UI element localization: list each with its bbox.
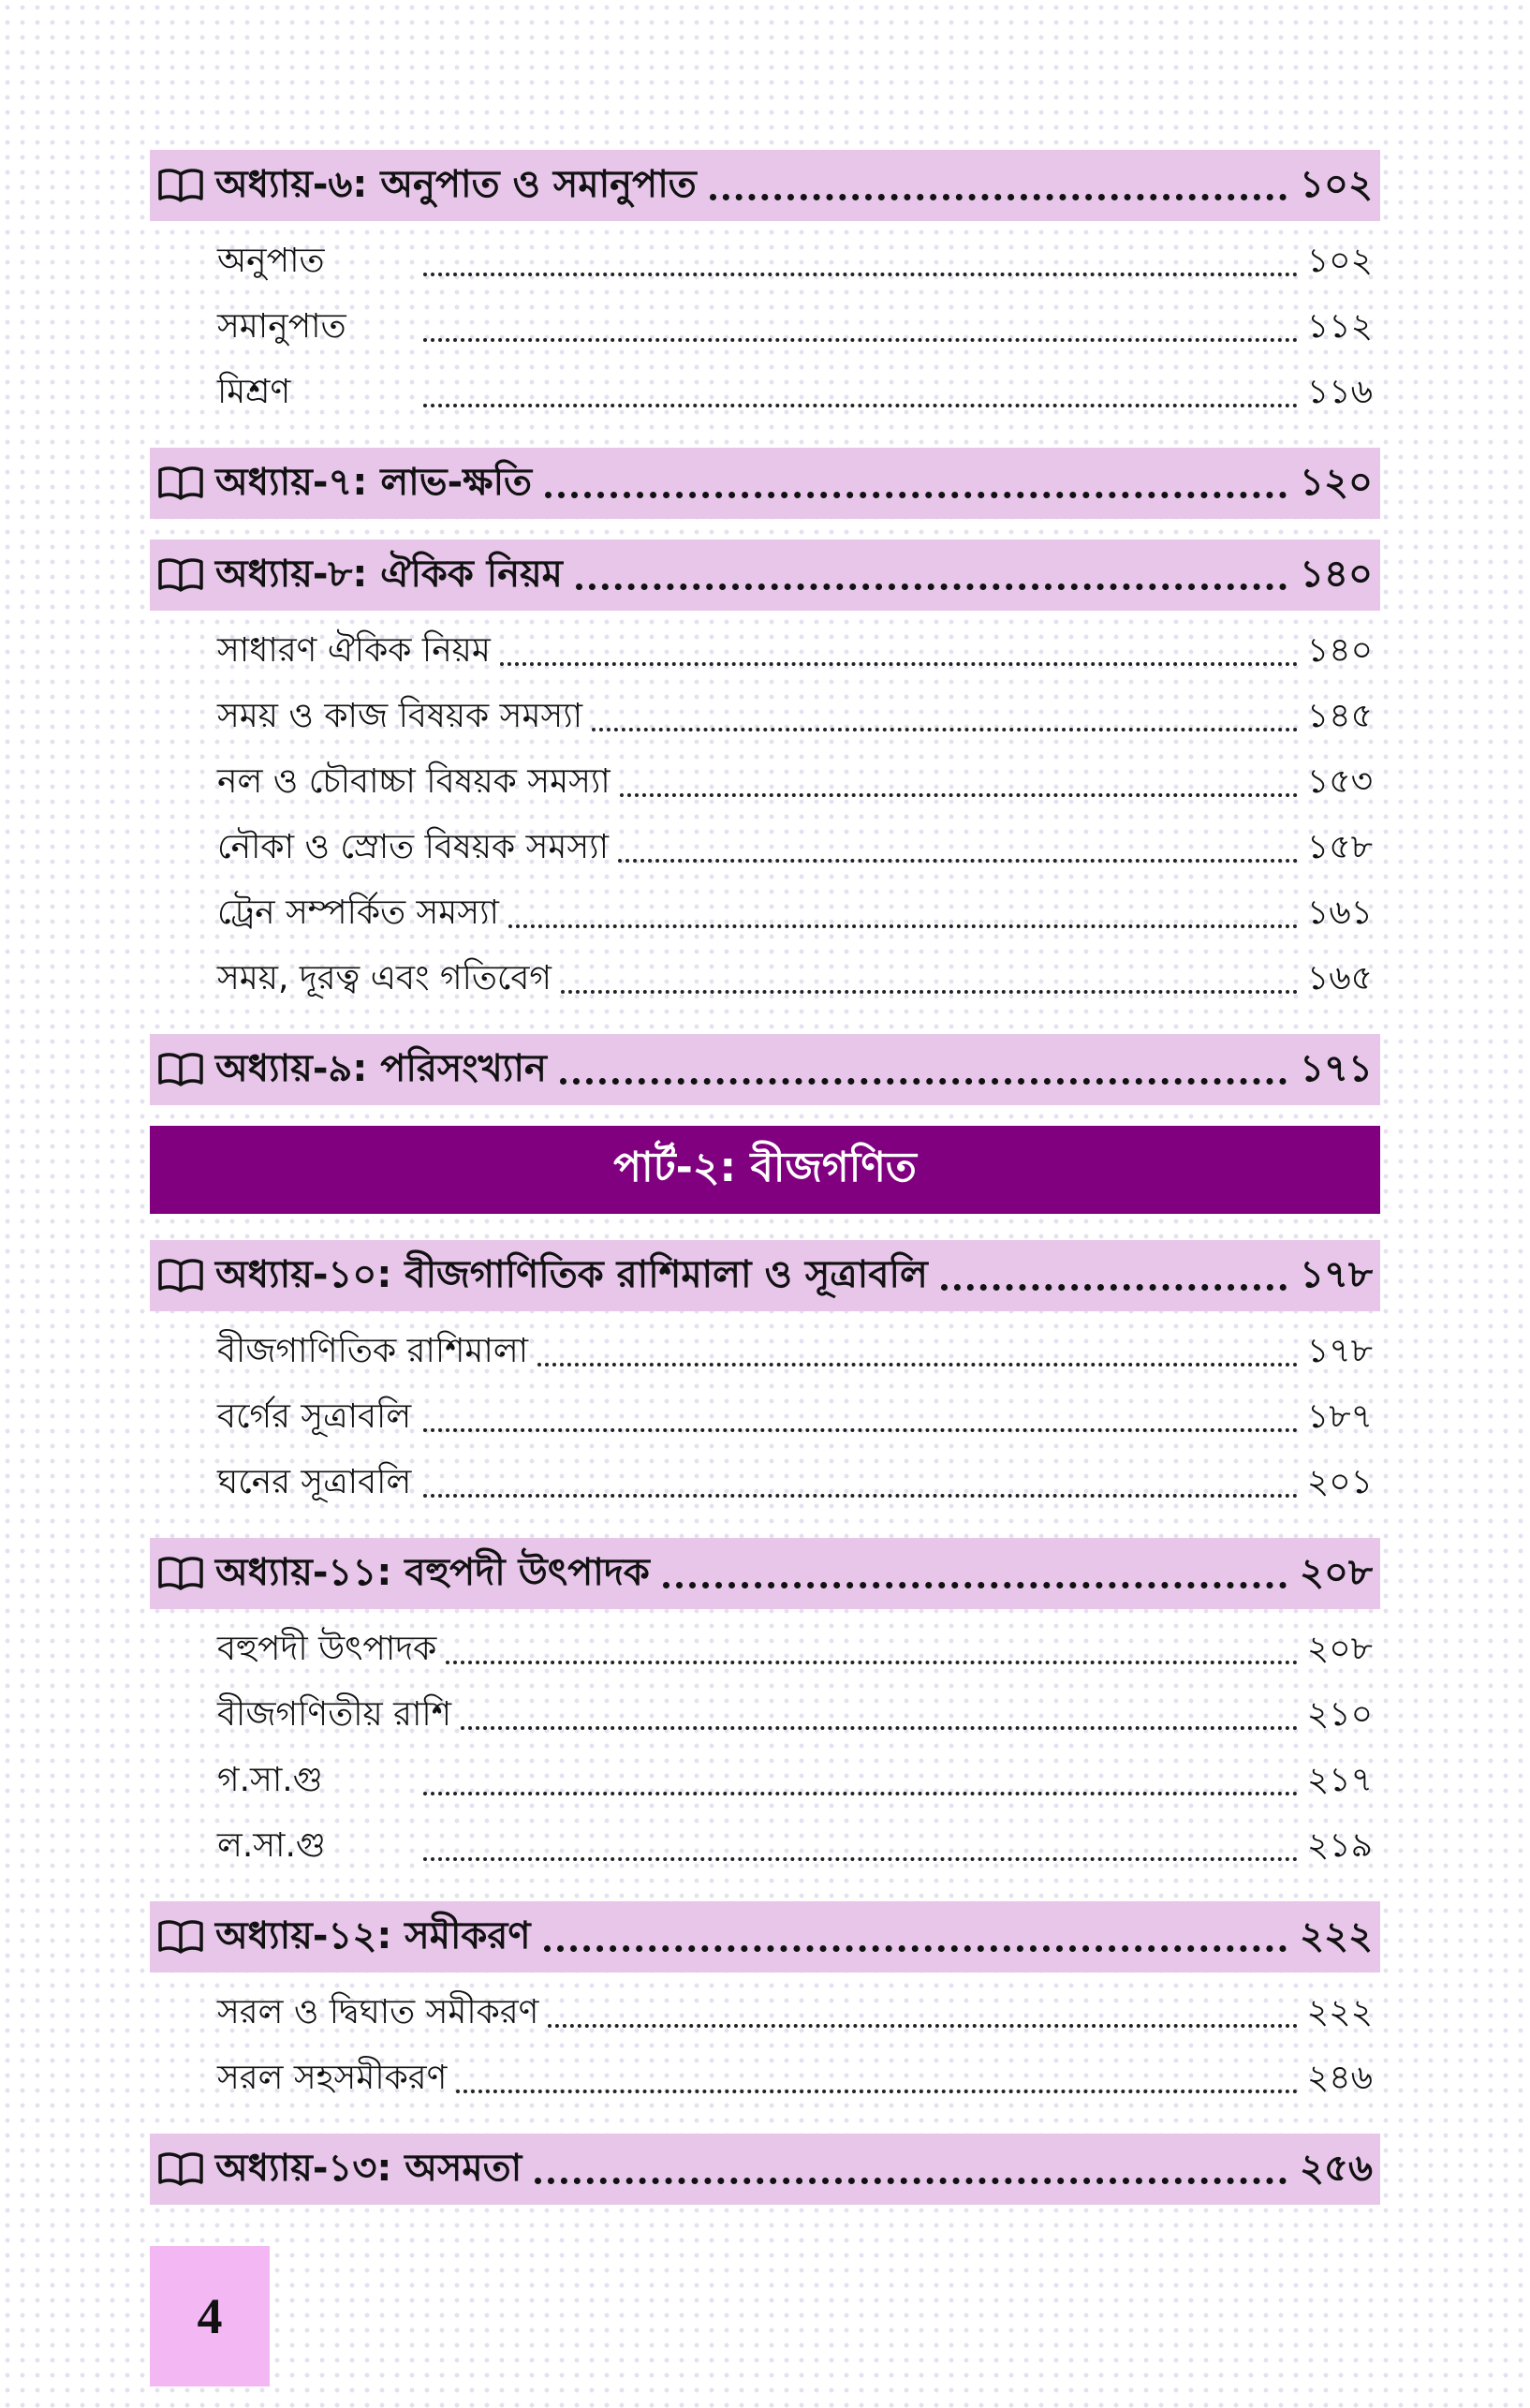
chapter-group xyxy=(150,2134,1380,2205)
chapter-title: অধ্যায়-১০: বীজগাণিতিক রাশিমালা ও সূত্রাবলি xyxy=(215,1252,928,1296)
chapter-page: ১২০ xyxy=(1300,460,1373,504)
chapter-title: অধ্যায়-৭: লাভ-ক্ষতি xyxy=(215,460,533,504)
topic-title: সমানুপাত xyxy=(217,307,346,346)
topic-title: গ.সা.গু xyxy=(217,1761,323,1799)
topic-page: ২১৭ xyxy=(1306,1761,1373,1799)
open-book-icon xyxy=(157,1051,204,1088)
dot-leader xyxy=(663,1582,1287,1588)
chapter-heading xyxy=(150,1240,1380,1311)
chapter-group xyxy=(150,1034,1380,1105)
toc-topic xyxy=(150,1982,1380,2047)
chapter-page: ১০২ xyxy=(1300,162,1373,206)
toc-topic xyxy=(150,2047,1380,2113)
chapter-heading xyxy=(150,1034,1380,1105)
open-book-icon xyxy=(157,1257,204,1294)
topic-title: নল ও চৌবাচ্চা বিষয়ক সমস্যা xyxy=(217,762,611,801)
topic-title: সরল সহসমীকরণ xyxy=(217,2059,448,2097)
toc-topic xyxy=(150,1618,1380,1684)
topic-list xyxy=(150,1618,1380,1881)
chapter-group xyxy=(150,448,1380,519)
toc-topic xyxy=(150,817,1380,882)
topic-page: ২২২ xyxy=(1306,1993,1373,2031)
part-heading xyxy=(150,1126,1380,1214)
dot-leader xyxy=(456,2090,1297,2093)
topic-title: সময় ও কাজ বিষয়ক সমস্যা xyxy=(217,697,583,735)
topic-title: বহুপদী উৎপাদক xyxy=(217,1630,437,1668)
topic-page: ১৪৫ xyxy=(1306,697,1373,735)
chapter-page: ২২২ xyxy=(1299,1913,1373,1957)
chapter-title: অধ্যায়-১২: সমীকরণ xyxy=(215,1913,531,1957)
chapter-group xyxy=(150,1240,1380,1517)
chapter-page: ১৭৮ xyxy=(1300,1252,1373,1296)
topic-page: ২১৯ xyxy=(1306,1826,1373,1865)
page-number: 4 xyxy=(197,2288,223,2344)
dot-leader xyxy=(545,492,1287,498)
toc-topic xyxy=(150,1684,1380,1750)
chapter-heading xyxy=(150,448,1380,519)
topic-title: মিশ্রণ xyxy=(217,373,291,411)
page-number-box xyxy=(150,2246,270,2386)
topic-page: ১৮৭ xyxy=(1306,1397,1373,1436)
toc-topic xyxy=(150,1386,1380,1452)
open-book-icon xyxy=(157,465,204,502)
topic-page: ১৭৮ xyxy=(1306,1332,1373,1370)
dot-leader xyxy=(710,194,1287,200)
toc-topic xyxy=(150,1815,1380,1881)
topic-page: ১৪০ xyxy=(1306,631,1373,670)
topic-title: ঘনের সূত্রাবলি xyxy=(217,1463,412,1501)
dot-leader xyxy=(941,1284,1287,1291)
dot-leader xyxy=(592,728,1298,731)
dot-leader xyxy=(423,338,1298,342)
topic-title: অনুপাত xyxy=(217,242,325,280)
topic-list xyxy=(150,1982,1380,2113)
chapter-group xyxy=(150,539,1380,1013)
topic-page: ২০১ xyxy=(1306,1463,1373,1501)
topic-page: ২০৮ xyxy=(1306,1630,1373,1668)
topic-page: ১৬৫ xyxy=(1306,959,1373,997)
open-book-icon xyxy=(157,167,204,204)
toc-topic xyxy=(150,1452,1380,1517)
topic-list xyxy=(150,230,1380,427)
chapter-group xyxy=(150,1538,1380,1881)
topic-page: ১১২ xyxy=(1306,307,1373,346)
toc-topic xyxy=(150,686,1380,751)
topic-title: সময়, দূরত্ব এবং গতিবেগ xyxy=(217,959,552,997)
open-book-icon xyxy=(157,1555,204,1592)
dot-leader xyxy=(423,404,1298,407)
table-of-contents xyxy=(150,150,1380,2225)
toc-topic xyxy=(150,296,1380,362)
chapter-page: ২০৮ xyxy=(1300,1550,1373,1594)
chapter-page: ২৫৬ xyxy=(1300,2146,1373,2190)
chapter-title: অধ্যায়-১৩: অসমতা xyxy=(215,2146,522,2190)
dot-leader xyxy=(548,2024,1297,2028)
topic-list xyxy=(150,1321,1380,1517)
dot-leader xyxy=(537,1363,1298,1367)
dot-leader xyxy=(461,1726,1298,1730)
dot-leader xyxy=(423,1792,1298,1795)
open-book-icon xyxy=(157,556,204,594)
topic-page: ১৫৮ xyxy=(1306,828,1373,866)
open-book-icon xyxy=(157,1918,204,1956)
chapter-group xyxy=(150,1901,1380,2113)
dot-leader xyxy=(423,1857,1298,1861)
toc-topic xyxy=(150,230,1380,296)
chapter-title: অধ্যায়-১১: বহুপদী উৎপাদক xyxy=(215,1550,650,1594)
dot-leader xyxy=(500,662,1298,666)
dot-leader xyxy=(446,1661,1297,1664)
dot-leader xyxy=(620,793,1298,797)
chapter-page: ১৭১ xyxy=(1300,1046,1373,1090)
topic-title: ট্রেন সম্পর্কিত সমস্যা xyxy=(217,894,499,932)
part-heading-text: পার্ট-২: বীজগণিত xyxy=(613,1143,917,1191)
dot-leader xyxy=(423,1494,1298,1498)
toc-topic xyxy=(150,1750,1380,1815)
topic-page: ১৫৩ xyxy=(1306,762,1373,801)
topic-title: বর্গের সূত্রাবলি xyxy=(217,1397,412,1436)
dot-leader xyxy=(423,273,1298,276)
dot-leader xyxy=(544,1945,1287,1952)
chapter-page: ১৪০ xyxy=(1300,552,1373,596)
dot-leader xyxy=(560,1078,1287,1085)
toc-part-2 xyxy=(150,1240,1380,2205)
toc-part-1 xyxy=(150,150,1380,1105)
chapter-title: অধ্যায়-৬: অনুপাত ও সমানুপাত xyxy=(215,162,697,206)
topic-page: ১০২ xyxy=(1306,242,1373,280)
topic-title: বীজগণিতীয় রাশি xyxy=(217,1695,452,1734)
chapter-heading xyxy=(150,1538,1380,1609)
chapter-title: অধ্যায়-৮: ঐকিক নিয়ম xyxy=(215,552,563,596)
toc-topic xyxy=(150,882,1380,948)
topic-title: ল.সা.গু xyxy=(217,1826,326,1865)
topic-title: নৌকা ও স্রোত বিষয়ক সমস্যা xyxy=(217,828,610,866)
chapter-title: অধ্যায়-৯: পরিসংখ্যান xyxy=(215,1046,547,1090)
chapter-heading xyxy=(150,2134,1380,2205)
dot-leader xyxy=(576,584,1287,590)
topic-page: ২১০ xyxy=(1306,1695,1373,1734)
toc-topic xyxy=(150,948,1380,1013)
toc-topic xyxy=(150,751,1380,817)
dot-leader xyxy=(423,1428,1298,1432)
topic-title: বীজগাণিতিক রাশিমালা xyxy=(217,1332,529,1370)
chapter-heading xyxy=(150,1901,1380,1972)
open-book-icon xyxy=(157,2150,204,2188)
topic-title: সাধারণ ঐকিক নিয়ম xyxy=(217,631,491,670)
topic-list xyxy=(150,620,1380,1013)
dot-leader xyxy=(561,990,1298,994)
dot-leader xyxy=(535,2178,1287,2184)
dot-leader xyxy=(618,859,1298,863)
topic-page: ১৬১ xyxy=(1306,894,1373,932)
chapter-group xyxy=(150,150,1380,427)
topic-title: সরল ও দ্বিঘাত সমীকরণ xyxy=(217,1993,539,2031)
toc-topic xyxy=(150,1321,1380,1386)
chapter-heading xyxy=(150,150,1380,221)
topic-page: ১১৬ xyxy=(1306,373,1373,411)
toc-topic xyxy=(150,362,1380,427)
dot-leader xyxy=(508,924,1298,928)
chapter-heading xyxy=(150,539,1380,611)
topic-page: ২৪৬ xyxy=(1306,2059,1373,2097)
toc-topic xyxy=(150,620,1380,686)
